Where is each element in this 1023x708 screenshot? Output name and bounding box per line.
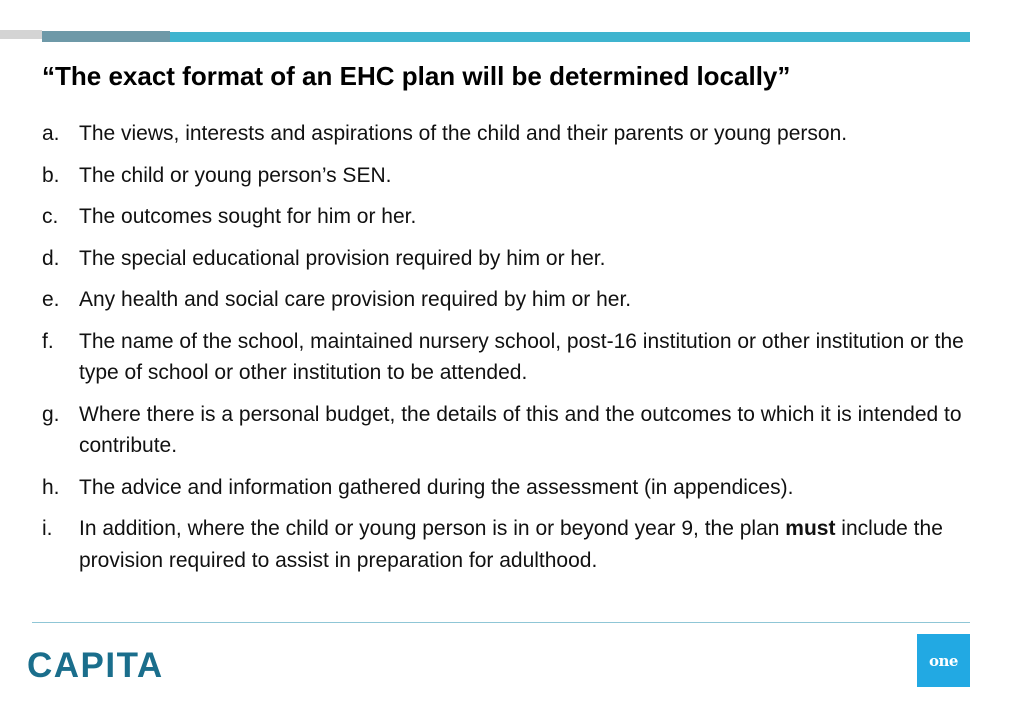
list-item-text-before: In addition, where the child or young person is in or beyond year 9, the plan: [79, 517, 786, 540]
one-logo-icon: [917, 634, 970, 687]
list-item-text: The advice and information gathered during the assessment (in appendices).: [79, 475, 794, 499]
list-marker: b.: [42, 163, 60, 187]
list-item-text: Where there is a personal budget, the details of this and the outcomes to which it is intended to contribute.: [79, 402, 962, 457]
list-marker: f.: [42, 329, 54, 353]
footer-divider: [32, 622, 970, 623]
list-item-a: [42, 118, 972, 150]
list-marker: g.: [42, 402, 60, 426]
list-item-text: The views, interests and aspirations of the child and their parents or young person.: [79, 122, 848, 145]
list-item-e: [42, 284, 972, 316]
one-logo-text: one: [929, 651, 958, 670]
list-item-text: Any health and social care provision required by him or her.: [79, 288, 632, 311]
list-item-text-after: include the provision required to assist in preparation for adulthood.: [79, 517, 943, 572]
list-marker: a.: [42, 122, 60, 145]
list-marker: e.: [42, 288, 60, 311]
capita-logo: CAPITA: [27, 646, 164, 685]
list-item-f: [42, 326, 972, 389]
slide-title: “The exact format of an EHC plan will be determined locally”: [42, 61, 791, 91]
list-item-g: [42, 399, 972, 462]
header-bar-accent: [170, 32, 970, 42]
list-item-text: The outcomes sought for him or her.: [79, 205, 417, 228]
list-item-i: [42, 513, 972, 576]
list-item-d: [42, 243, 972, 275]
list-item-b: [42, 160, 972, 192]
list-marker: c.: [42, 205, 59, 228]
list-marker: i.: [42, 517, 53, 540]
emphasis-must: must: [785, 517, 836, 540]
list-item-text: The special educational provision required by him or her.: [79, 246, 606, 270]
list-item-text: The name of the school, maintained nursery school, post-16 institution or other institution or the type of school or other institution to be attended.: [79, 329, 964, 384]
list-item-c: [42, 201, 972, 233]
requirements-list: [42, 118, 972, 586]
list-marker: h.: [42, 475, 60, 499]
list-item-text: The child or young person’s SEN.: [79, 163, 392, 187]
header-bar-grey: [0, 30, 42, 39]
list-item-text: [79, 513, 972, 576]
list-marker: d.: [42, 246, 60, 270]
header-bar-dark: [42, 31, 170, 42]
list-item-h: [42, 472, 972, 504]
